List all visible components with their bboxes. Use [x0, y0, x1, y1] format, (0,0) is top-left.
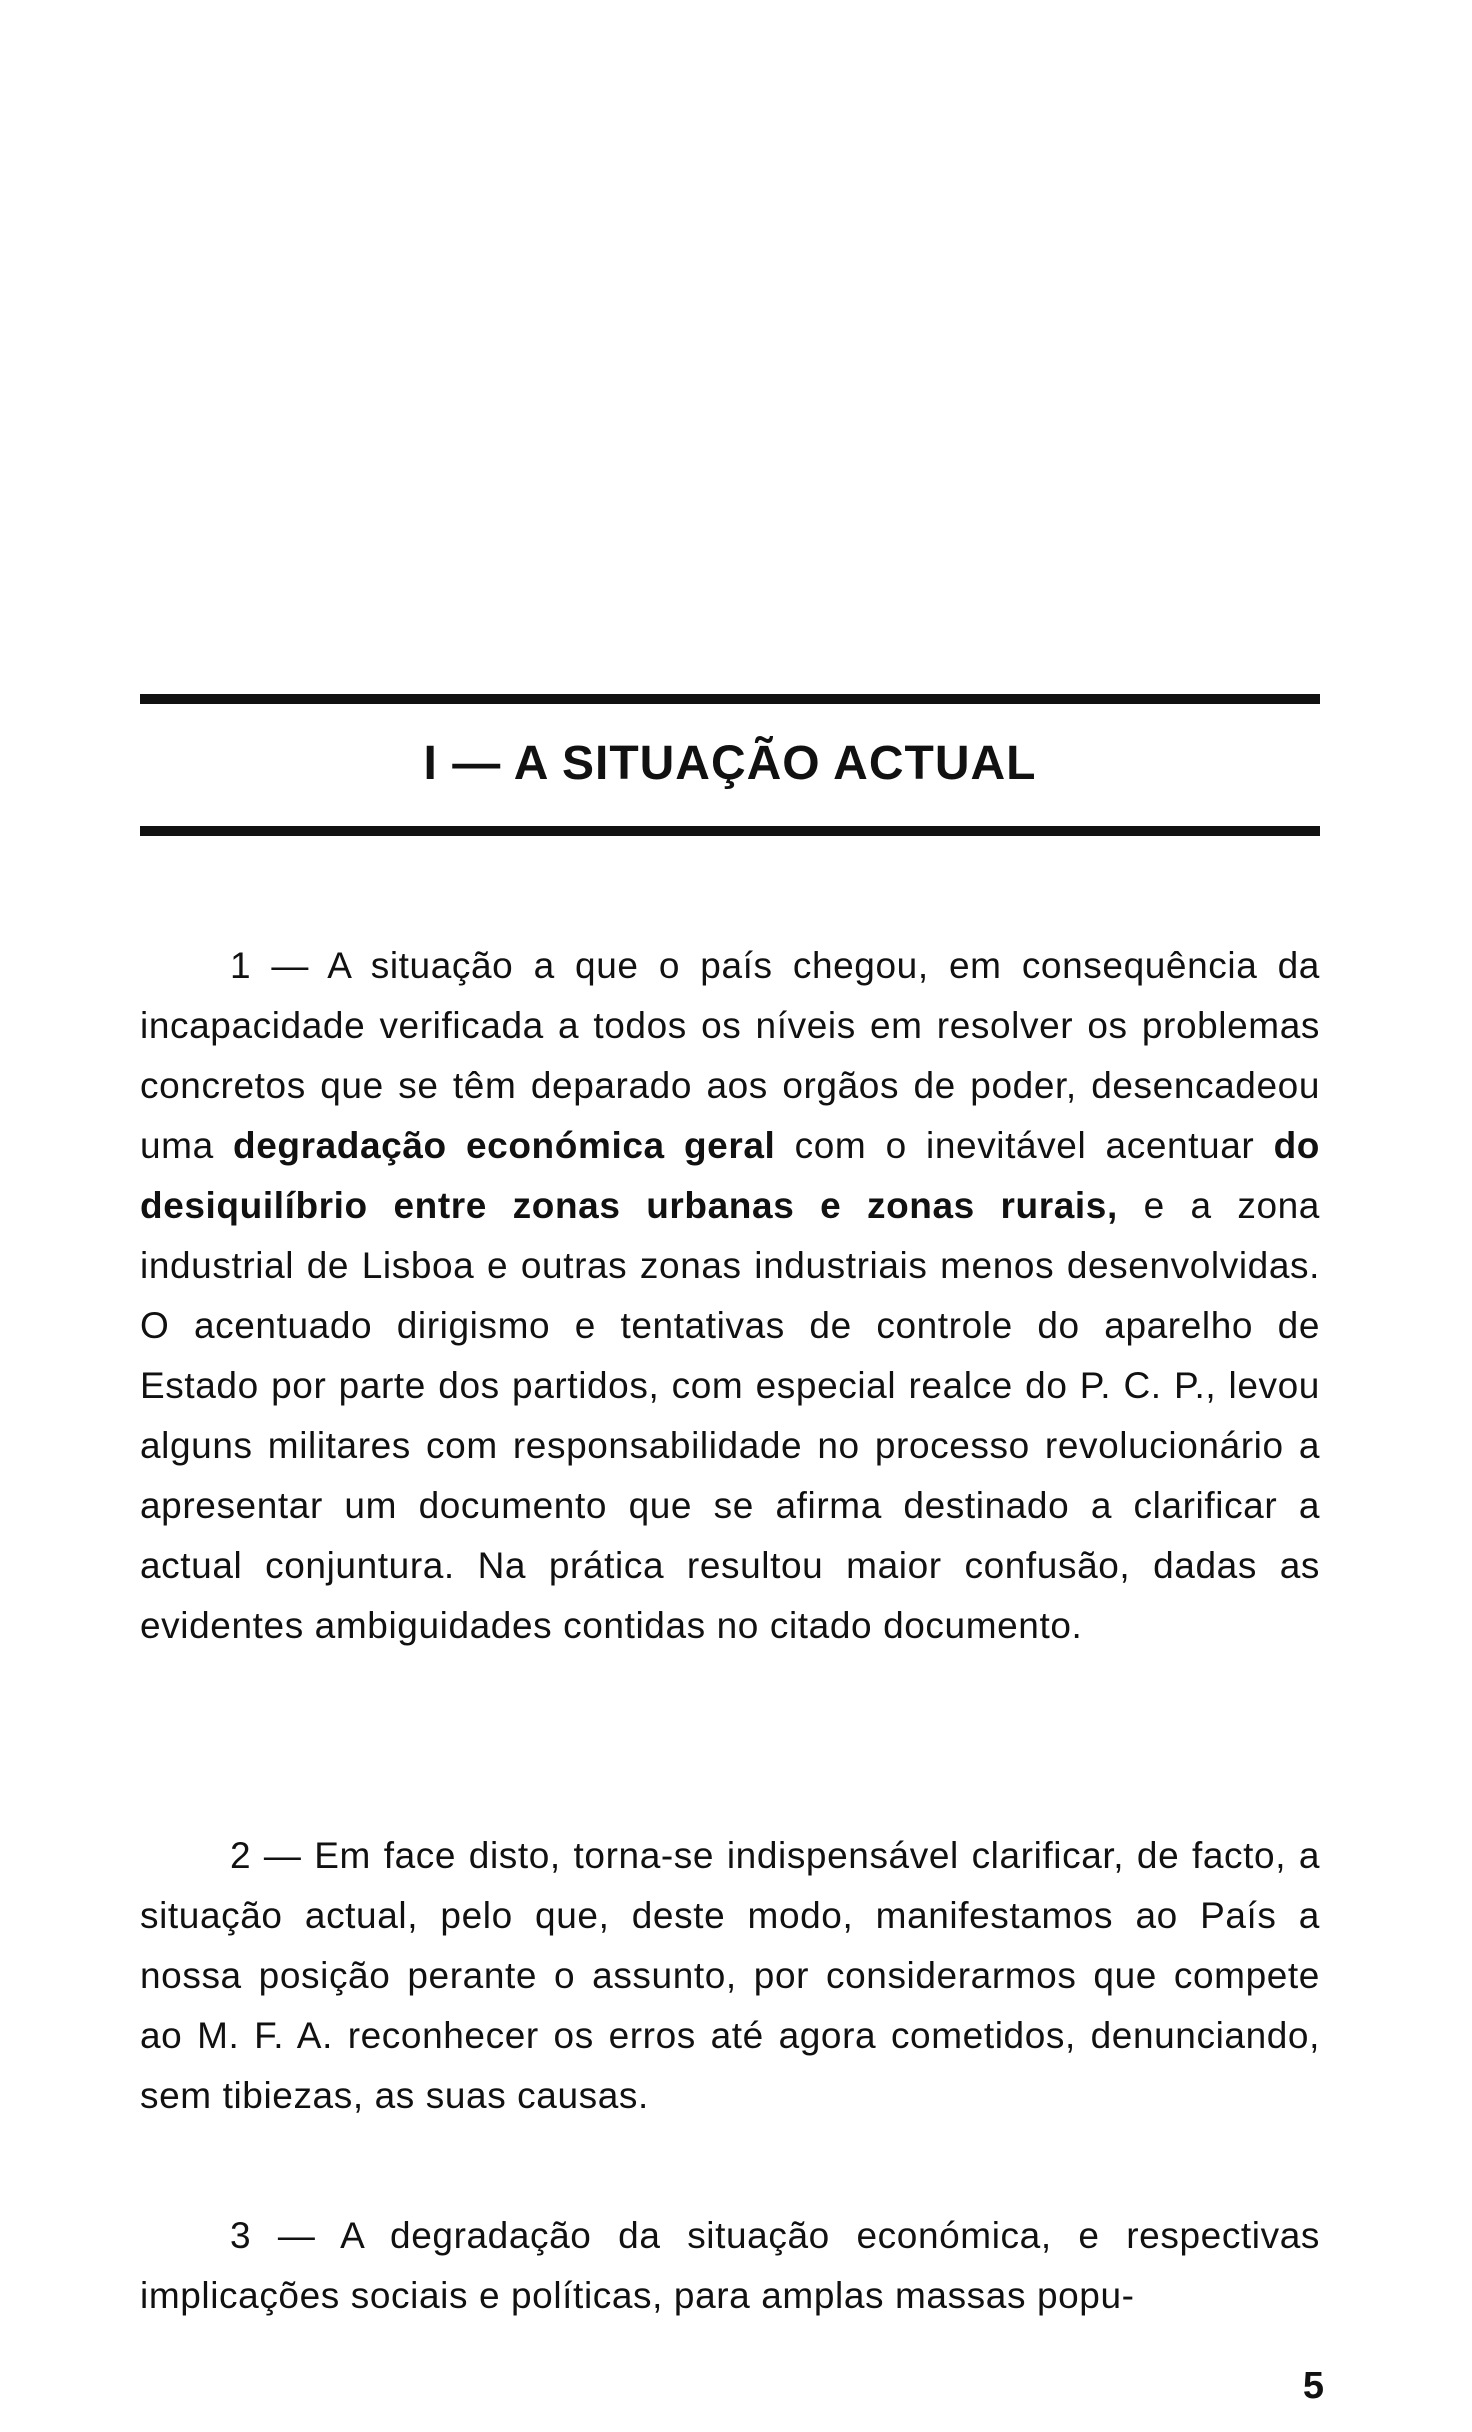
paragraph-1-part-1: 1 — A situação a que o país chegou, em consequência da incapacidade verificada a todos os níveis em resolver os problemas concretos que se têm deparado aos orgãos de poder, desencadeou uma — [140, 945, 1320, 1166]
paragraph-1-bold-economic-degradation: degradação económica geral — [233, 1125, 776, 1166]
title-bottom-rule — [140, 826, 1320, 836]
paragraph-2-text: 2 — Em face disto, torna-se indispensável clarificar, de facto, a situação actual, pelo que, deste modo, manifestamos ao País a nossa posição perante o assunto, por considerarmos que compete ao M. F. A. reconhecer os erros até agora cometidos, denunciando, sem tibiezas, as suas causas. — [140, 1835, 1320, 2116]
title-top-rule — [140, 694, 1320, 704]
paragraph-1-text — [140, 936, 1320, 1656]
paragraph-1-part-3: com o inevitável acentuar — [775, 1125, 1274, 1166]
paragraph-1 — [140, 936, 1320, 1656]
paragraph-1-part-5: e a zona industrial de Lisboa e outras zonas industriais menos desenvolvidas. O acentuado dirigismo e tentativas de controle do aparelho de Estado por parte dos partidos, com especial realce do P. C. P., levou alguns militares com responsabilidade no processo revolucionário a apresentar um documento que se afirma destinado a clarificar a actual conjuntura. Na prática resultou maior confusão, dadas as evidentes ambiguidades contidas no citado documento. — [140, 1185, 1320, 1646]
paragraph-3 — [140, 2206, 1320, 2326]
chapter-title: I — A SITUAÇÃO ACTUAL — [423, 737, 1037, 790]
paragraph-1-bold-urban-rural-imbalance: do desiquilíbrio entre zonas urbanas e zonas rurais, — [140, 1125, 1320, 1226]
paragraph-2 — [140, 1826, 1320, 2126]
page-number: 5 — [1302, 2365, 1324, 2407]
paragraph-3-text: 3 — A degradação da situação económica, e respectivas implicações sociais e políticas, para amplas massas popu- — [140, 2215, 1320, 2316]
